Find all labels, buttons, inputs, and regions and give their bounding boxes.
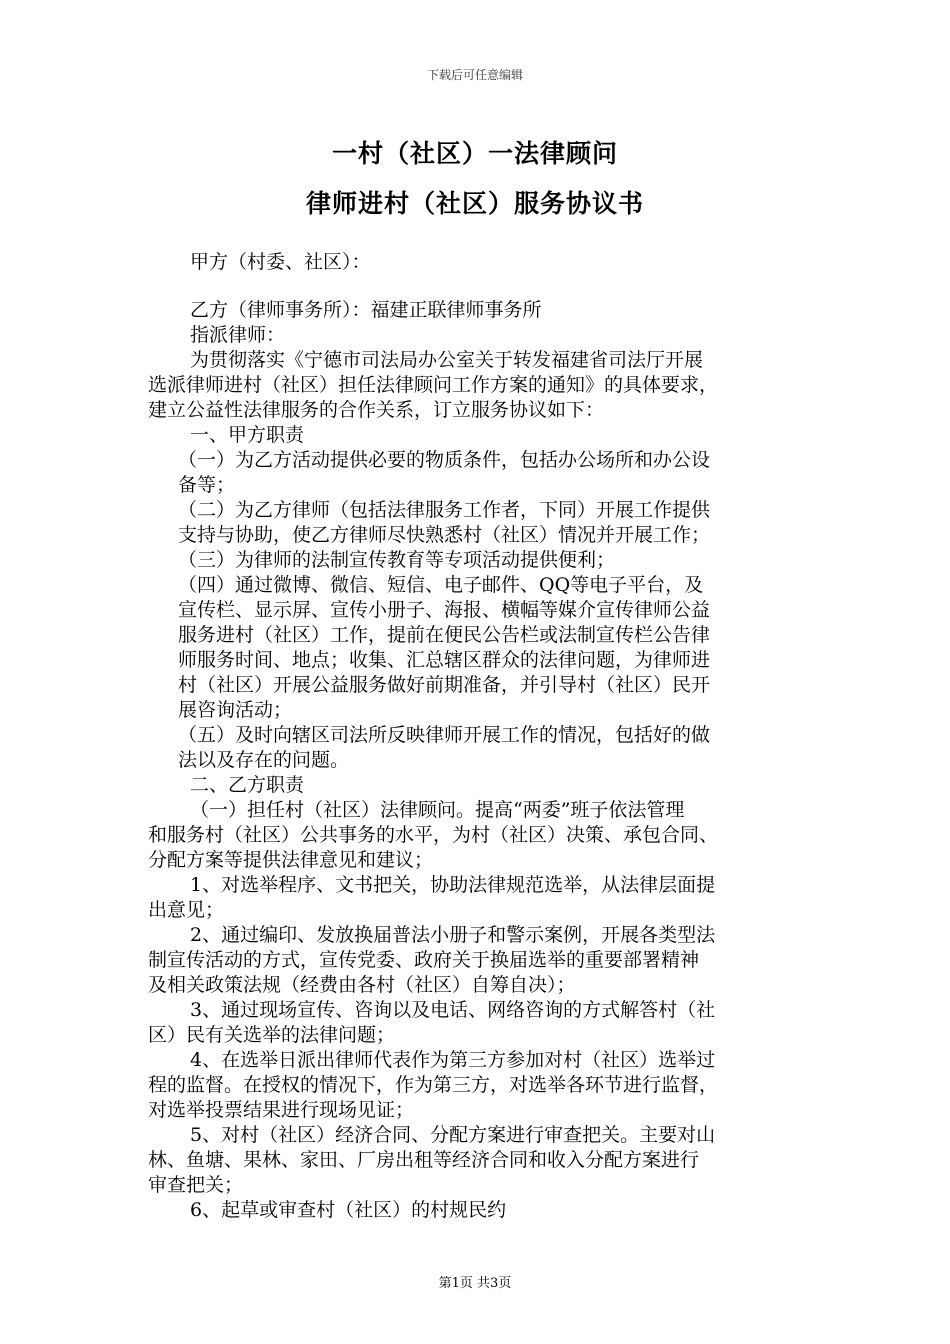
- body-line: 出意见；: [148, 899, 225, 921]
- document-title-line-1: 一村（社区）一法律顾问: [331, 139, 618, 168]
- body-line: 为贯彻落实《宁德市司法局办公室关于转发福建省司法厅开展: [190, 349, 704, 371]
- body-line: 建立公益性法律服务的合作关系，订立服务协议如下：: [148, 399, 605, 421]
- body-line: （三）为律师的法制宣传教育等专项活动提供便利；: [178, 549, 616, 571]
- party-b-line: 乙方（律师事务所）：福建正联律师事务所: [190, 299, 542, 321]
- body-line: 和服务村（社区）公共事务的水平，为村（社区）决策、承包合同、: [148, 824, 719, 846]
- assigned-lawyer-line: 指派律师：: [190, 324, 286, 346]
- body-line: 备等；: [178, 474, 236, 496]
- body-line: 6、起草或审查村（社区）的村规民约: [190, 1199, 507, 1221]
- body-line: 对选举投票结果进行现场见证；: [148, 1099, 415, 1121]
- body-line: 分配方案等提供法律意见和建议；: [148, 849, 434, 871]
- body-line: 4、在选举日派出律师代表作为第三方参加对村（社区）选举过: [190, 1049, 716, 1071]
- body-line: 及相关政策法规（经费由各村（社区）自筹自决）；: [148, 974, 576, 996]
- document-title-line-2: 律师进村（社区）服务协议书: [305, 189, 644, 218]
- section-heading: 一、甲方职责: [190, 424, 305, 446]
- body-line: （一）为乙方活动提供必要的物质条件，包括办公场所和办公设: [178, 449, 711, 471]
- body-line: 3、通过现场宣传、咨询以及电话、网络咨询的方式解答村（社: [190, 999, 716, 1021]
- party-a-line: 甲方（村委、社区）：: [190, 251, 371, 273]
- body-line: 审查把关；: [148, 1174, 244, 1196]
- body-line: 区）民有关选举的法律问题；: [148, 1024, 396, 1046]
- body-line: 2、通过编印、发放换届普法小册子和警示案例，开展各类型法: [190, 924, 716, 946]
- body-line: （四）通过微博、微信、短信、电子邮件、QQ等电子平台，及: [178, 574, 704, 596]
- body-line: 程的监督。在授权的情况下，作为第三方，对选举各环节进行监督，: [148, 1074, 719, 1096]
- body-line: 5、对村（社区）经济合同、分配方案进行审查把关。主要对山: [190, 1124, 716, 1146]
- body-line: 1、对选举程序、文书把关，协助法律规范选举，从法律层面提: [190, 874, 716, 896]
- body-line: 宣传栏、显示屏、宣传小册子、海报、横幅等媒介宣传律师公益: [178, 599, 711, 621]
- body-line: 村（社区）开展公益服务做好前期准备，并引导村（社区）民开: [178, 674, 711, 696]
- section-heading: 二、乙方职责: [190, 774, 305, 796]
- body-line: 制宣传活动的方式，宣传党委、政府关于换届选举的重要部署精神: [148, 949, 700, 971]
- body-line: （五）及时向辖区司法所反映律师开展工作的情况，包括好的做: [178, 724, 711, 746]
- body-line: 选派律师进村（社区）担任法律顾问工作方案的通知》的具体要求，: [148, 374, 719, 396]
- body-line: 法以及存在的问题。: [178, 749, 350, 771]
- body-line: 服务进村（社区）工作，提前在便民公告栏或法制宣传栏公告律: [178, 624, 711, 646]
- page-header: 下载后可任意编辑: [426, 68, 523, 82]
- body-line: （一）担任村（社区）法律顾问。提高“两委”班子依法管理: [190, 799, 685, 821]
- body-line: 展咨询活动；: [178, 699, 293, 721]
- body-line: （二）为乙方律师（包括法律服务工作者，下同）开展工作提供: [178, 499, 711, 521]
- body-line: 林、鱼塘、果林、家田、厂房出租等经济合同和收入分配方案进行: [148, 1149, 700, 1171]
- page-footer: 第1页 共3页: [438, 1276, 512, 1291]
- body-line: 师服务时间、地点；收集、汇总辖区群众的法律问题，为律师进: [178, 649, 711, 671]
- body-line: 支持与协助，使乙方律师尽快熟悉村（社区）情况并开展工作；: [178, 524, 711, 546]
